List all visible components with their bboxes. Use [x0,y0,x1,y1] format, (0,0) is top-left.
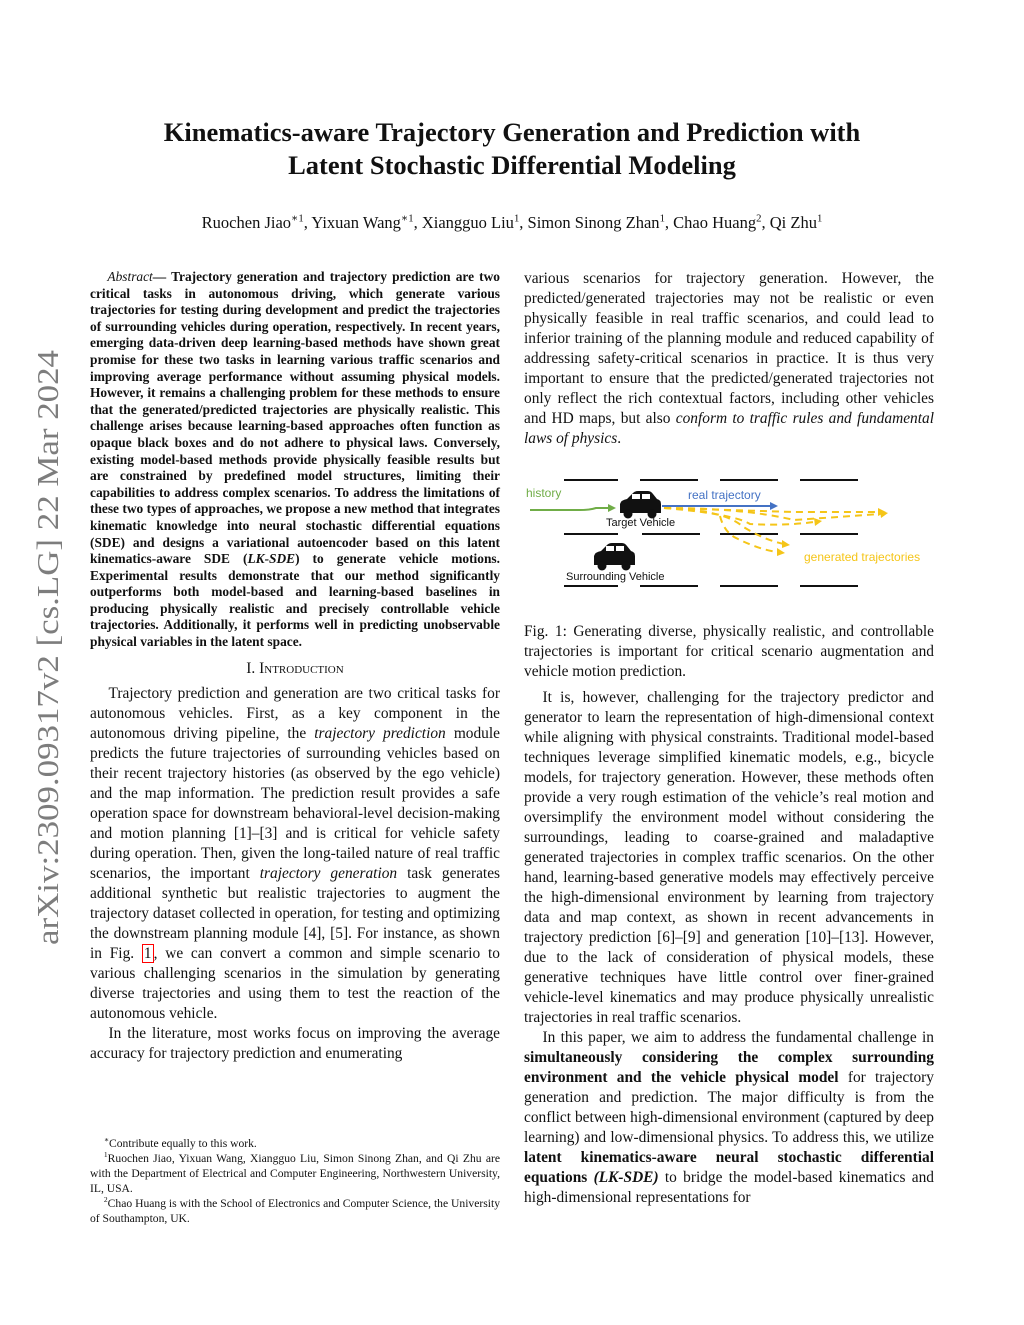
arxiv-stamp-svg [24,350,70,945]
author: Ruochen Jiao [201,213,292,232]
footnote-text: Chao Huang is with the School of Electronics and Computer Science, the University of Southampton, UK. [90,1197,500,1225]
intro-text: , we can convert a common and simple scenario to various challenging scenarios in the simulation by generating diverse trajectories and using them to test the reaction of the autonomous vehicle. [90,944,500,1022]
footnotes [90,1136,500,1226]
footnote-mark: 1 [103,1150,108,1160]
author: Xiangguo Liu [421,213,514,232]
right-paragraph-2: It is, however, challenging for the trajectory predictor and generator to learn the representation of high-dimensional context while aligning with physical constraints. Traditional model-based techniques leverage simplified kinematic models, e.g., bicycle models, for trajectory generation. However, these methods often provide a very rough estimation of the vehicle’s real motion and oversimplify the environment model without considering the surroundings, leading to coarse-grained and maladaptive generated trajectories in complex traffic scenarios. On the other hand, learning-based generative models may effectively perceive the high-dimensional environment by learning from trajectory data and map context, as shown in recent advancements in trajectory prediction [6]–[9] and generation [10]–[13]. However, due to the lack of consideration of physical models, these generative techniques have little control over finer-grained vehicle-level kinematics and may produce physically unrealistic trajectories in real traffic scenarios. [524,689,934,1026]
author: Chao Huang [673,213,757,232]
footnote-mark: 2 [103,1195,108,1205]
figure-reference-link[interactable]: 1 [143,944,152,962]
title-line-1: Kinematics-aware Trajectory Generation and Prediction with [163,117,861,147]
body-text: various scenarios for trajectory generation. However, the predicted/generated trajectories may not be realistic or even physically feasible in real traffic scenarios, and could lead to inferior training of the planning module and reduced capability of addressing safety-critical scenarios in practice. It is thus very important to ensure that the predicted/generated trajectories not only reflect the rich contextual factors, including other vehicles and HD maps, but also [524,270,934,427]
intro-emphasis: trajectory prediction [314,724,446,742]
figure-1-caption: Fig. 1: Generating diverse, physically realistic, and controllable trajectories is important for critical scenario augmentation and vehicle motion prediction. [524,623,934,681]
generated-arrowhead [814,518,822,526]
author-mark: 1 [659,212,665,225]
intro-emphasis: trajectory generation [259,864,398,882]
abstract-text-b: ) to generate vehicle motions. Experimental results demonstrate that our method significantly outperforms both model-based and learning-based baselines in producing physically realistic and precisely controllable vehicle trajectories. Additionally, it performs well in predicting unobservable physical variables in the latent space. [90,551,500,650]
right-paragraph-1 [524,269,934,449]
intro-paragraph-2: In the literature, most works focus on improving the average accuracy for trajectory prediction and enumerating [90,1024,500,1062]
generated-trajectory [664,508,880,520]
arxiv-stamp [24,350,70,945]
footnote [90,1136,500,1151]
left-column [90,269,500,1064]
real-trajectory-arrowhead [770,502,778,510]
footnote-text: Ruochen Jiao, Yixuan Wang, Xiangguo Liu, Simon Sinong Zhan, and Qi Zhu are with the Department of Electrical and Computer Engineering, Northwestern University, IL, USA. [90,1152,500,1195]
history-label: history [526,486,562,500]
figure-1 [524,468,934,598]
target-vehicle-label: Target Vehicle [606,517,676,529]
target-vehicle-icon [620,491,661,519]
abstract [90,269,500,651]
body-text: In this paper, we aim to address the fundamental challenge in [542,1029,934,1046]
footnote-text: Contribute equally to this work. [109,1137,257,1150]
generated-arrowhead [782,540,790,548]
arxiv-id: arXiv:2309.09317v2 [cs.LG] 22 Mar 2024 [30,416,65,945]
footnote [90,1151,500,1196]
right-column-lower [524,688,934,1208]
author-mark: ∗1 [291,212,304,225]
generated-trajectories-label: generated trajectories [804,550,921,564]
paper-title [100,116,924,182]
body-emphasis: conform to traffic rules and fundamental laws of physics [524,410,934,447]
section-number: I. [246,659,260,677]
history-arrow [530,508,608,510]
author: Yixuan Wang [311,213,401,232]
intro-text: task generates additional synthetic but realistic trajectories to augment the trajectory dataset collected in operation, for testing and optimizing the downstream planning module [4], [5]. For instance, as shown in Fig. [90,864,501,962]
figure-1-diagram [524,468,934,598]
surrounding-vehicle-icon [594,543,635,571]
generated-arrowhead [777,548,785,556]
body-bold: simultaneously considering the complex surrounding environment and the vehicle physical model [524,1049,934,1086]
author-mark: 2 [756,212,762,225]
intro-text: module predicts the future trajectories of surrounding vehicles based on their recent trajectory histories (as observed by the ego vehicle) and the map information. The prediction result provides a safe operation space for downstream behavioral-level decision-making and motion planning [1]–[3] and is critical for vehicle safety during operation. Then, given the long-tailed nature of real traffic scenarios, the important [90,724,500,882]
right-column-upper [524,269,934,449]
generated-trajectories [664,508,880,552]
section-heading [90,659,500,679]
intro-text: Trajectory prediction and generation are two critical tasks for autonomous vehicles. First, as a key component in the autonomous driving pipeline, the [90,684,500,742]
body-text: to bridge the model-based kinematics and high-dimensional representations for [524,1169,934,1206]
footnote [90,1196,500,1226]
history-arrowhead [608,504,616,512]
real-trajectory-label: real trajectory [688,488,761,502]
intro-paragraph-1 [90,684,500,1024]
generated-trajectory [664,508,784,544]
right-paragraph-3 [524,1028,934,1208]
title-line-2: Latent Stochastic Differential Modeling [288,150,736,180]
abstract-label: Abstract [107,269,153,284]
body-text: for trajectory generation and prediction. The major difficulty is from the conflict between high-dimensional environment (captured by deep learning) and low-dimensional physics. To address this, we utilize [524,1069,934,1146]
surrounding-vehicle-label: Surrounding Vehicle [566,571,665,583]
abstract-text-a: Trajectory generation and trajectory prediction are two critical tasks in autonomous driving, which generate various trajectories for testing during development and predict the trajectories of surrounding vehicles during operation, respectively. In recent years, emerging data-driven deep learning-based methods have shown great promise for these two tasks in learning various traffic scenarios and improving average performance without assuming physical models. However, it remains a challenging problem for these methods to ensure that the generated/predicted trajectories are physically realistic. This challenge arises because learning-based approaches often function as opaque black boxes and do not adhere to physical laws. Conversely, existing model-based methods provide physically feasible results but are constrained by predefined model structures, limiting their capabilities to address complex scenarios. To address the limitations of these two types of approaches, we propose a new method that integrates kinematic knowledge into neural stochastic differential equations (SDE) and designs a variational autoencoder based on this latent kinematics-aware SDE ( [90,269,500,567]
author-list: Ruochen Jiao$^{∗1}$, Yixuan Wang$^{∗1}$, Xiangguo Liu$^1$, Simon Sinong Zhan$^1$, Chao Huang$^2$, Qi Zhu$^1$ [201,212,823,232]
author: Simon Sinong Zhan [527,213,660,232]
abstract-dash: — [152,269,167,284]
body-bold: latent kinematics-aware neural stochastic differential equations [524,1149,934,1186]
section-name: Introduction [259,659,344,677]
abstract-lk-sde: LK-SDE [247,551,296,567]
body-bold-italic: (LK-SDE) [593,1169,659,1186]
author-mark: 1 [513,212,520,225]
footnote-mark: ∗ [103,1135,110,1145]
author-mark: ∗1 [400,212,414,225]
author: Qi Zhu [769,213,817,232]
author-mark: 1 [816,212,823,225]
body-text: . [617,430,622,447]
